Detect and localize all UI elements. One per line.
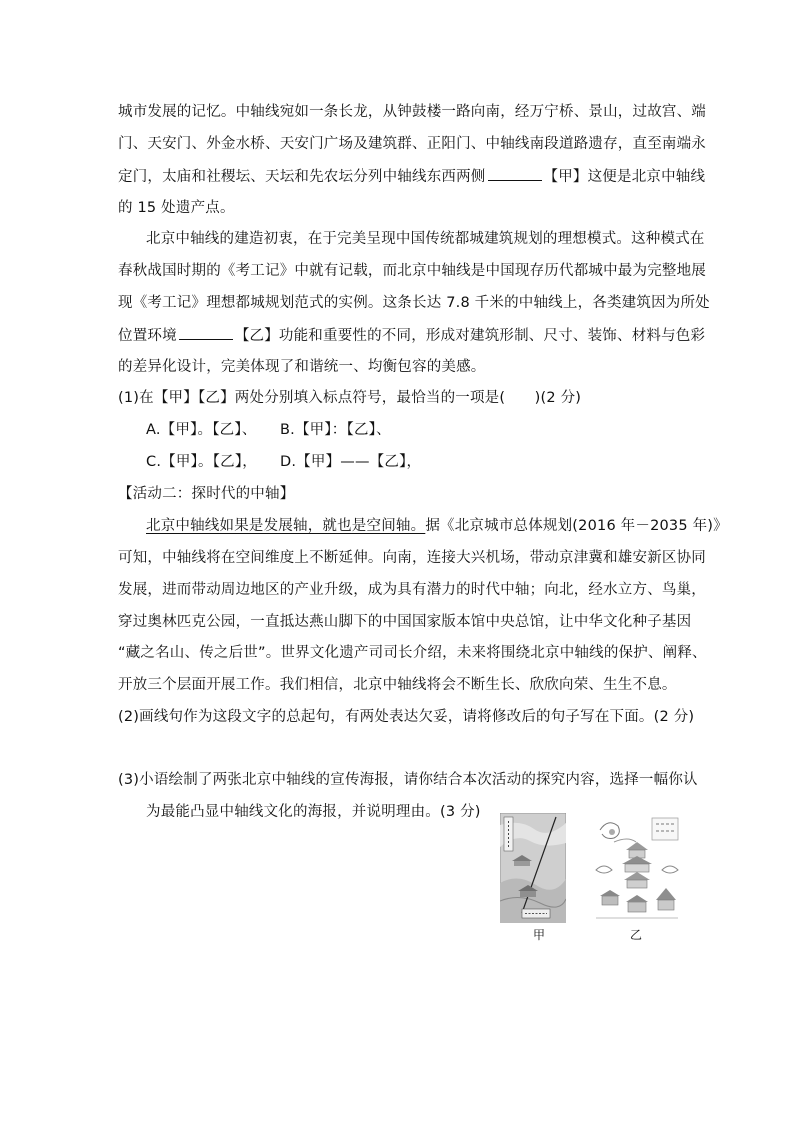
p3-line6: 开放三个层面开展工作。我们相信，北京中轴线将会不断生长、欣欣向荣、生生不息。 [118,677,677,693]
poster-yi-label: 乙 [630,928,643,942]
q3-line2: 为最能凸显中轴线文化的海报，并说明理由。(3 分) [146,804,481,820]
p2-line3: 现《考工记》理想都城规划范式的实例。这条长达 7.8 千米的中轴线上，各类建筑因为所处 [118,295,710,311]
p2-line4-tail: 【乙】功能和重要性的不同，形成对建筑形制、尺寸、装饰、材料与色彩 [234,328,706,344]
p2-line2: 春秋战国时期的《考工记》中就有记载，而北京中轴线是中国现存历代都城中最为完整地展 [118,263,706,279]
p1-line3-text: 定门，太庙和社稷坛、天坛和先农坛分列中轴线东西两侧 [118,169,486,185]
p1-line4: 的 15 处遗产点。 [118,200,235,216]
p3-line1-tail: 据《北京城市总体规划(2016 年－2035 年)》 [425,518,728,534]
poster-jia-image [500,813,566,923]
blank-jia [488,166,542,181]
q3-line1: (3)小语绘制了两张北京中轴线的宣传海报，请你结合本次活动的探究内容，选择一幅你认 [118,772,698,788]
p3-line2: 可知，中轴线将在空间维度上不断延伸。向南，连接大兴机场，带动京津冀和雄安新区协同 [118,550,706,566]
poster-yi-image [592,812,682,924]
p3-line4: 穿过奥林匹克公园，一直抵达燕山脚下的中国国家版本馆中央总馆，让中华文化种子基因 [118,614,692,630]
underlined-sentence: 北京中轴线如果是发展轴，就也是空间轴。 [146,518,426,534]
p1-line3-tail: 【甲】这便是北京中轴线 [543,169,706,185]
p1-line1: 城市发展的记忆。中轴线宛如一条长龙，从钟鼓楼一路向南，经万宁桥、景山，过故宫、端 [118,104,706,120]
q2-stem: (2)画线句作为这段文字的总起句，有两处表达欠妥，请将修改后的句子写在下面。(2 分) [118,709,695,725]
p2-line5: 的差异化设计，完美体现了和谐统一、均衡包容的美感。 [118,359,486,375]
q1-option-b: B.【甲】：【乙】、 [280,422,391,438]
q1-stem: (1)在【甲】【乙】两处分别填入标点符号，最恰当的一项是( )(2 分) [118,390,582,406]
p2-line4-text: 位置环境 [118,328,177,344]
p2-line4 [118,325,705,346]
p3-line5: “藏之名山、传之后世”。世界文化遗产司司长介绍，未来将围绕北京中轴线的保护、阐释、 [118,645,707,661]
p1-line3 [118,166,705,187]
p3-line1 [146,516,728,536]
q1-option-a: A.【甲】。【乙】、 [146,422,257,438]
q1-option-c: C.【甲】。【乙】， [146,454,257,470]
p2-line1: 北京中轴线的建造初衷，在于完美呈现中国传统都城建筑规划的理想模式。这种模式在 [146,231,705,247]
activity2-heading: 【活动二：探时代的中轴】 [118,486,295,502]
blank-yi [179,325,233,340]
p1-line2: 门、天安门、外金水桥、天安门广场及建筑群、正阳门、中轴线南段道路遗存，直至南端永 [118,136,706,152]
poster-jia-label: 甲 [533,928,546,942]
q1-option-d: D.【甲】——【乙】， [280,454,422,470]
p3-line3: 发展，进而带动周边地区的产业升级，成为具有潜力的时代中轴；向北，经水立方、鸟巢， [118,582,706,598]
